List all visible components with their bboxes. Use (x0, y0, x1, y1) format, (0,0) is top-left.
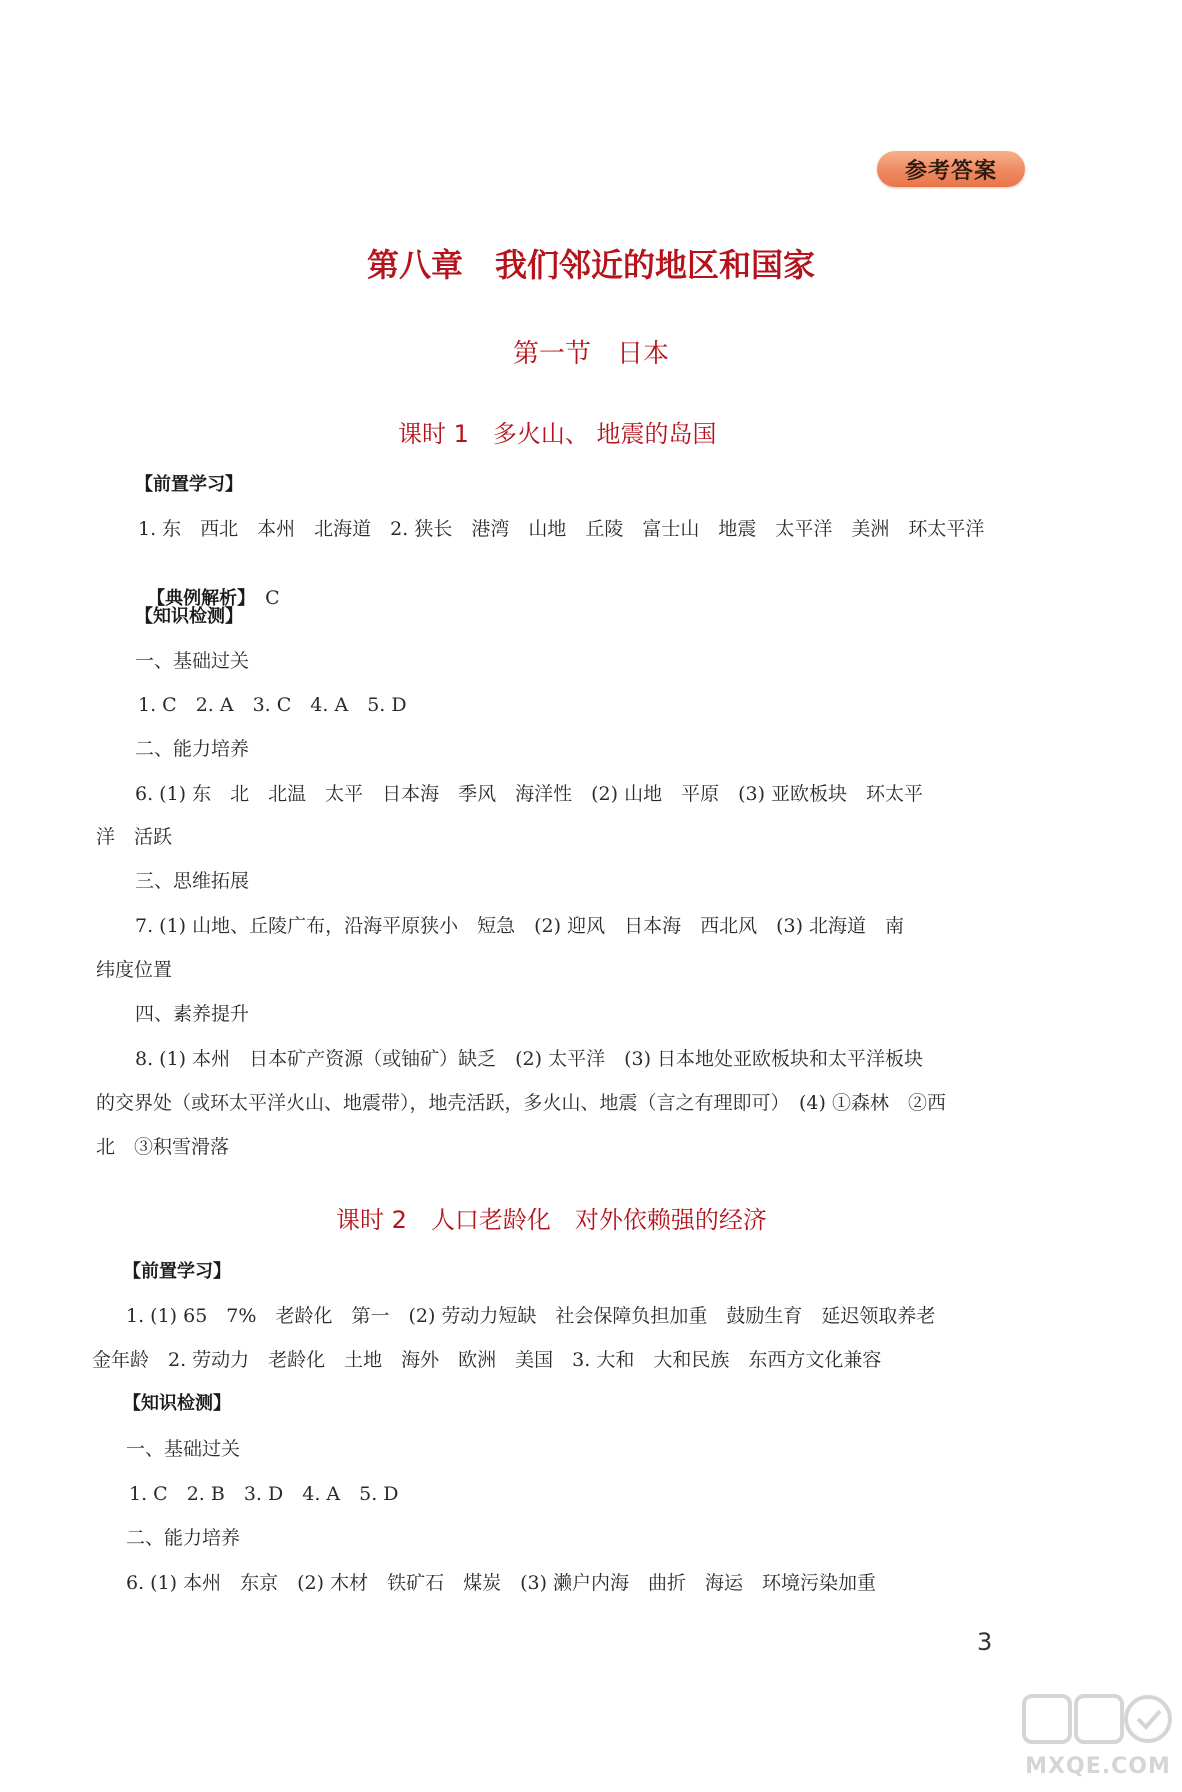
lesson2-knowledge-heading: 【知识检测】 (123, 1393, 231, 1414)
lesson2-pre-line1: 1. (1) 65 7% 老龄化 第一 (2) 劳动力短缺 社会保障负担加重 鼓励生育 延迟领取养老 (126, 1305, 936, 1327)
lesson2-q6-line1: 6. (1) 本州 东京 (2) 木材 铁矿石 煤炭 (3) 濑户内海 曲折 海运 环境污染加重 (126, 1572, 877, 1594)
lesson2-part1-heading: 一、基础过关 (126, 1438, 241, 1460)
lesson1-q7-line1: 7. (1) 山地、丘陵广布，沿海平原狭小 短急 (2) 迎风 日本海 西北风 (3) 北海道 南 (135, 915, 905, 937)
watermark-logo-icon (1018, 1688, 1178, 1758)
lesson1-q8-line2: 的交界处（或环太平洋火山、地震带），地壳活跃，多火山、地震（言之有理即可） (4) ①森林 ②西 (96, 1092, 946, 1114)
lesson1-example-heading: 【典例解析】 (147, 588, 247, 609)
chapter-title: 第八章 我们邻近的地区和国家 (366, 246, 815, 284)
lesson1-part4-heading: 四、素养提升 (135, 1003, 250, 1025)
lesson2-part2-heading: 二、能力培养 (126, 1527, 241, 1549)
lesson1-example-answer: C (265, 587, 280, 609)
lesson1-pre-study-heading: 【前置学习】 (135, 474, 243, 495)
lesson1-q8-line3: 北 ③积雪滑落 (96, 1136, 230, 1158)
site-watermark (1018, 1688, 1178, 1788)
lesson1-q8-line1: 8. (1) 本州 日本矿产资源（或铀矿）缺乏 (2) 太平洋 (3) 日本地处亚欧板块和太平洋板块 (135, 1048, 924, 1070)
lesson1-pre-study-answer: 1. 东 西北 本州 北海道 2. 狭长 港湾 山地 丘陵 富士山 地震 太平洋 美洲 环太平洋 (138, 518, 985, 540)
lesson1-q6-line2: 洋 活跃 (96, 826, 173, 848)
lesson1-q6-line1: 6. (1) 东 北 北温 太平 日本海 季风 海洋性 (2) 山地 平原 (3) 亚欧板块 环太平 (135, 783, 924, 805)
lesson1-part1-answer: 1. C 2. A 3. C 4. A 5. D (138, 694, 407, 716)
lesson1-knowledge-heading: 【知识检测】 (135, 606, 243, 627)
lesson1-part3-heading: 三、思维拓展 (135, 870, 250, 892)
page-number: 3 (977, 1628, 993, 1656)
lesson2-pre-study-heading: 【前置学习】 (123, 1261, 231, 1282)
answer-key-badge: 参考答案 (877, 151, 1025, 187)
section-title: 第一节 日本 (512, 339, 669, 369)
watermark-text: MXQE.COM (1025, 1754, 1171, 1779)
lesson2-pre-line2: 金年龄 2. 劳动力 老龄化 土地 海外 欧洲 美国 3. 大和 大和民族 东西方文化兼容 (92, 1349, 882, 1371)
lesson1-part1-heading: 一、基础过关 (135, 650, 250, 672)
lesson2-part1-answer: 1. C 2. B 3. D 4. A 5. D (129, 1483, 399, 1505)
lesson1-title: 课时 1 多火山、 地震的岛国 (398, 420, 717, 448)
lesson1-q7-line2: 纬度位置 (96, 959, 173, 981)
lesson1-part2-heading: 二、能力培养 (135, 738, 250, 760)
lesson2-title: 课时 2 人口老龄化 对外依赖强的经济 (336, 1206, 767, 1234)
